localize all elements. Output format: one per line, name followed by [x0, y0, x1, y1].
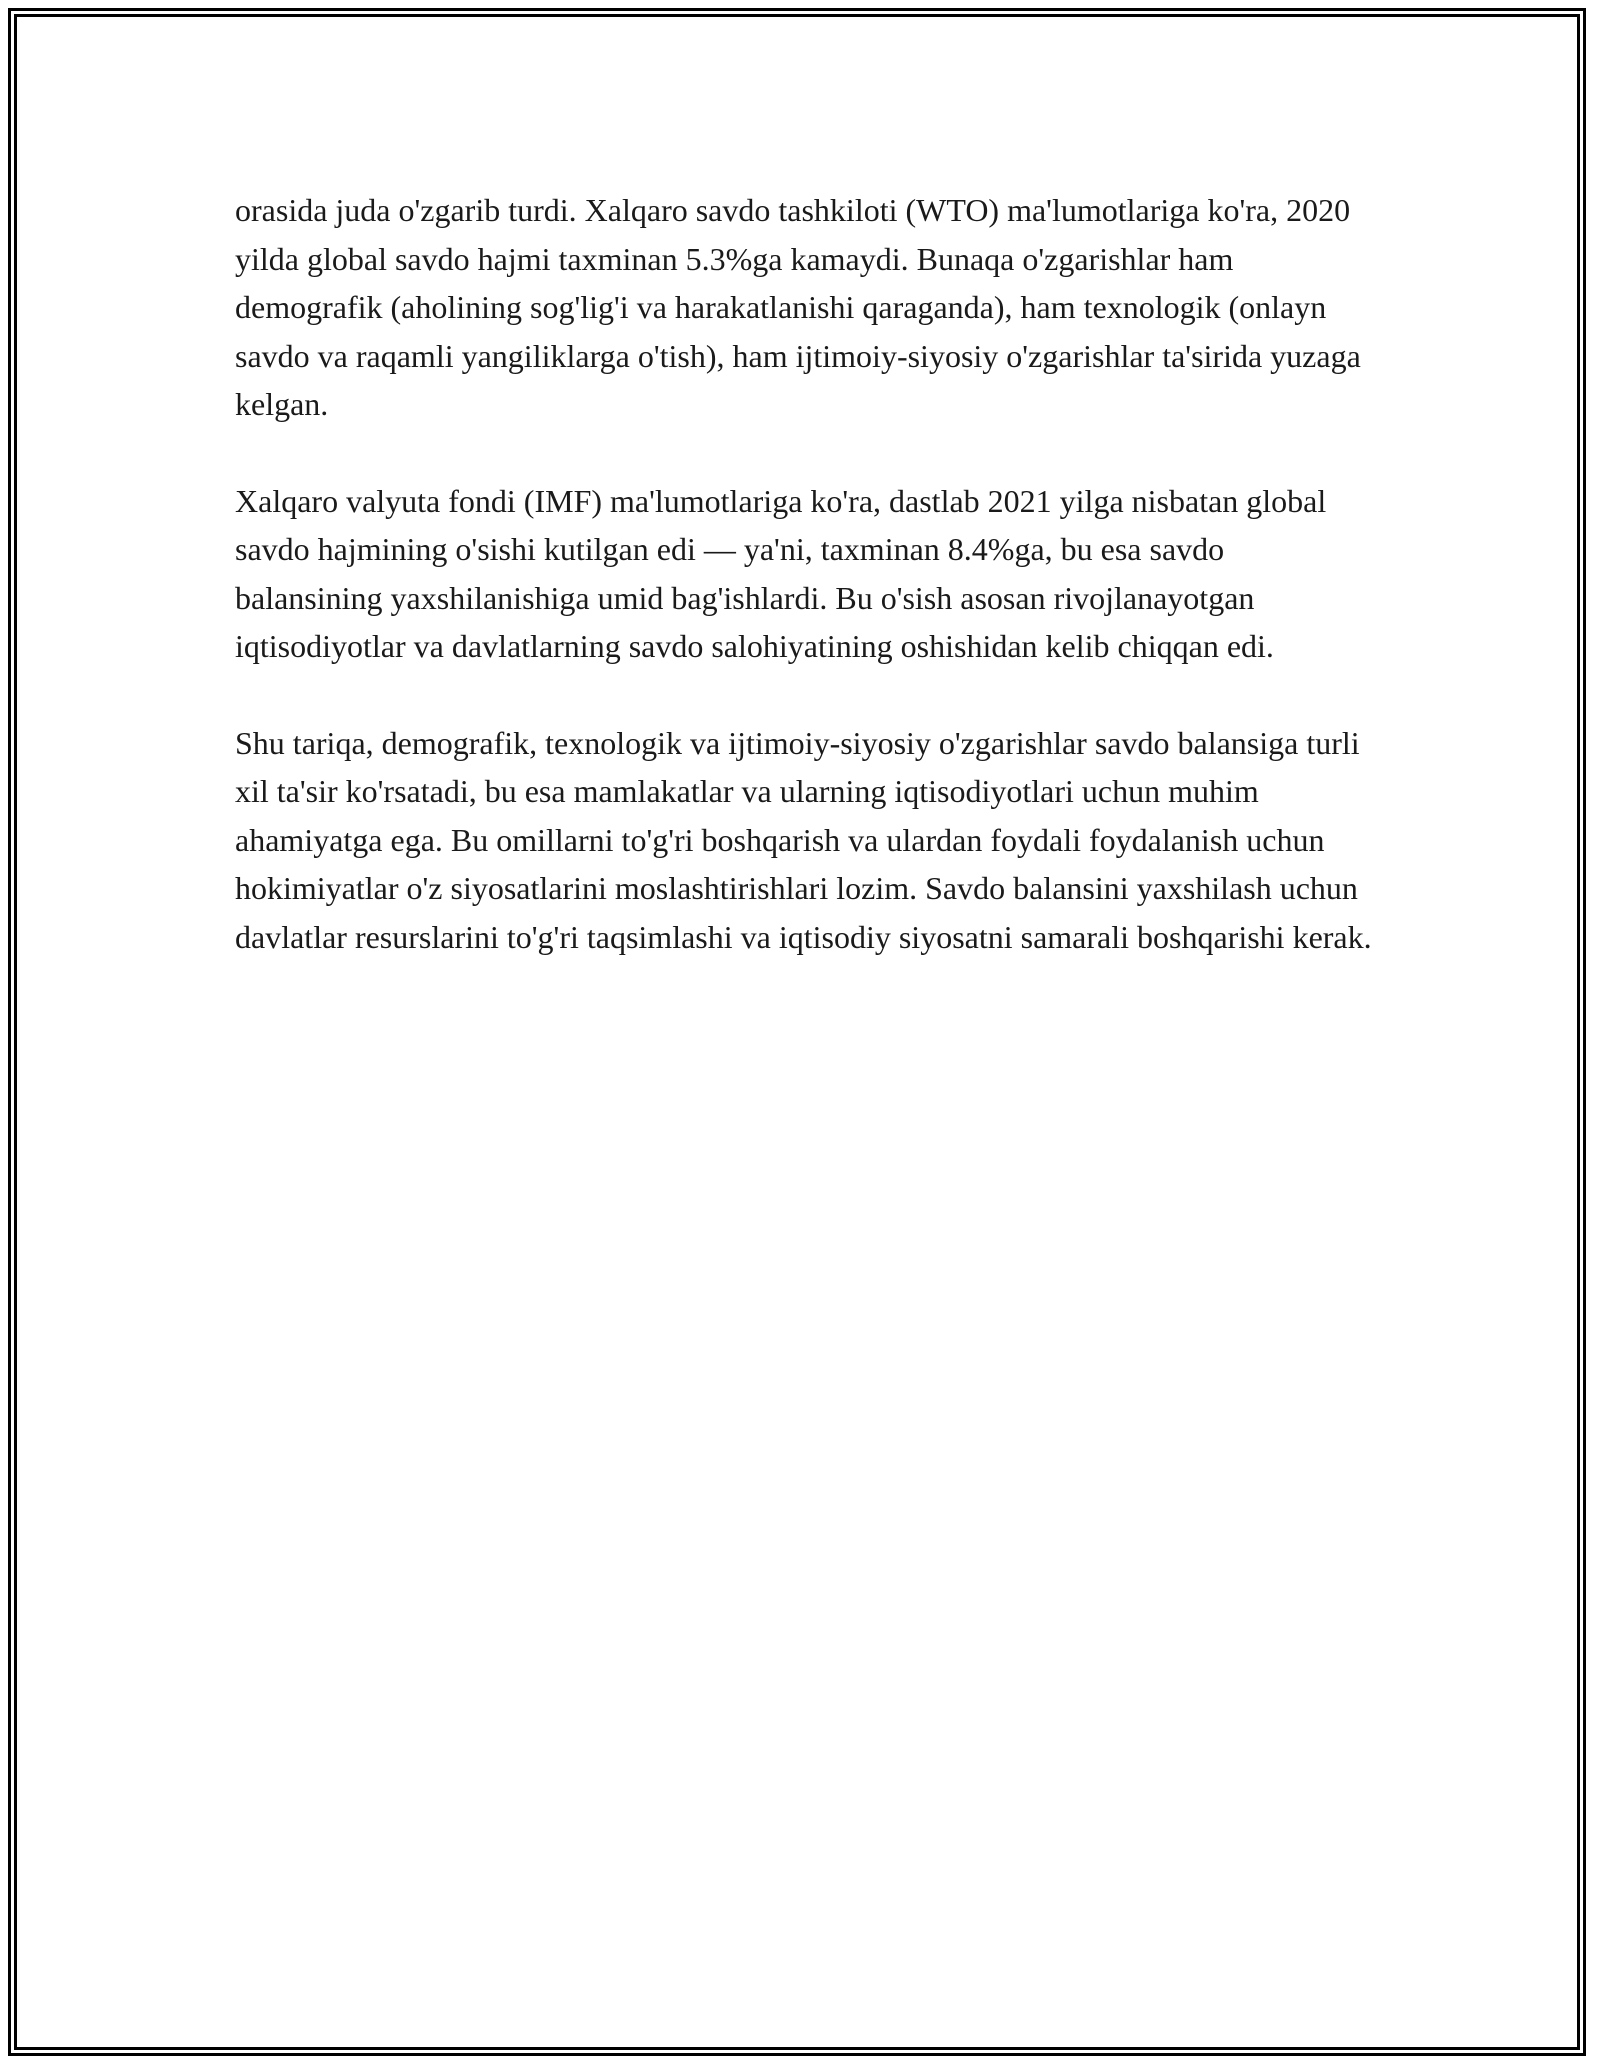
- document-body: [235, 186, 1375, 1009]
- paragraph-2: Xalqaro valyuta fondi (IMF) ma'lumotlariga ko'ra, dastlab 2021 yilga nisbatan global savdo hajmining o'sishi kutilgan edi — ya'ni, taxminan 8.4%ga, bu esa savdo balansining yaxshilanishiga umid bag'ishlardi. Bu o'sish asosan rivojlanayotgan iqtisodiyotlar va davlatlarning savdo salohiyatining oshishidan kelib chiqqan edi.: [235, 482, 1327, 664]
- paragraph-1: orasida juda o'zgarib turdi. Xalqaro savdo tashkiloti (WTO) ma'lumotlariga ko'ra, 2020 yilda global savdo hajmi taxminan 5.3%ga kamaydi. Bunaqa o'zgarishlar ham demografik (aholining sog'lig'i va harakatlanishi qaraganda), ham texnologik (onlayn savdo va raqamli yangiliklarga o'tish), ham ijtimoiy-siyosiy o'zgarishlar ta'sirida yuzaga kelgan.: [235, 192, 1361, 422]
- paragraph-3: Shu tariqa, demografik, texnologik va ijtimoiy-siyosiy o'zgarishlar savdo balansiga turli xil ta'sir ko'rsatadi, bu esa mamlakatlar va ularning iqtisodiyotlari uchun muhim ahamiyatga ega. Bu omillarni to'g'ri boshqarish va ulardan foydali foydalanish uchun hokimiyatlar o'z siyosatlarini moslashtirishlari lozim. Savdo balansini yaxshilash uchun davlatlar resurslarini to'g'ri taqsimlashi va iqtisodiy siyosatni samarali boshqarishi kerak.: [235, 724, 1372, 955]
